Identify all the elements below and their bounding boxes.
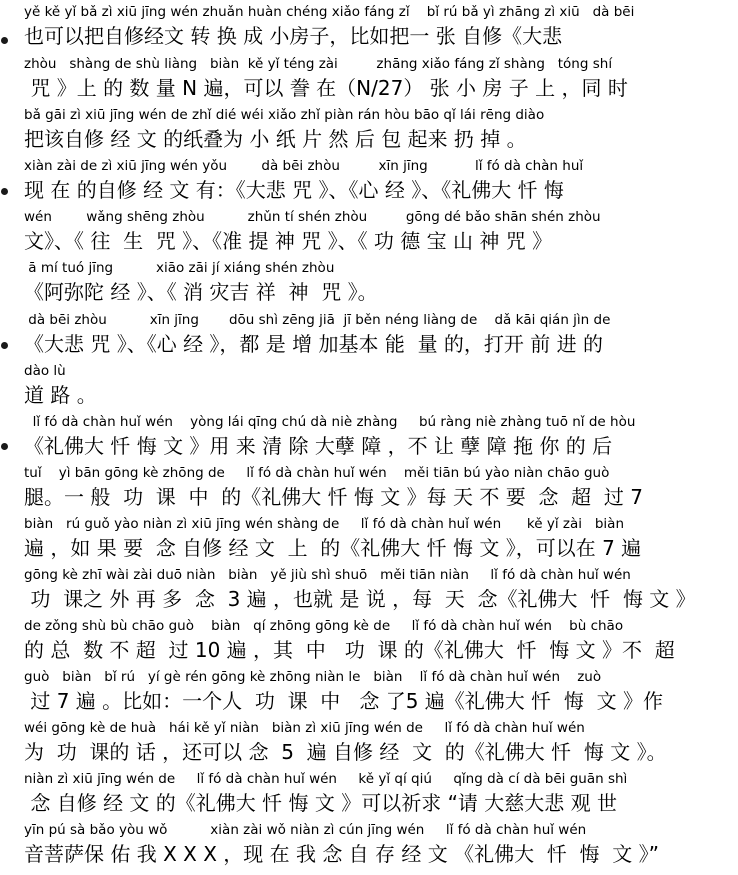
hanzi-line: 过 7 遍 。比如：一个人 功 课 中 念 了5 遍《礼佛大 忏 悔 文 》作 [24,689,663,713]
pinyin-line: biàn rú guǒ yào niàn zì xiū jīng wén shàng de lǐ fó dà chàn huǐ wén kě yǐ zài biàn [24,516,625,532]
pinyin-line: yě kě yǐ bǎ zì xiū jīng wén zhuǎn huàn chéng xiǎo fáng zǐ bǐ rú bǎ yì zhāng zì xiū dà bēi [24,4,635,20]
hanzi-line: 音菩萨保 佑 我 X X X ，现 在 我 念 自 存 经 文 《礼佛大 忏 悔 文 》” [24,842,659,866]
pinyin-line: niàn zì xiū jīng wén de lǐ fó dà chàn huǐ wén kě yǐ qí qiú qǐng dà cí dà bēi guān shì [24,771,628,787]
hanzi-line: 文》、《 往 生 咒 》、《准 提 神 咒 》、《 功 德 宝 山 神 咒 》 [24,229,553,253]
hanzi-line: 咒 》上 的 数 量 N 遍，可以 誊 在（N/27） 张 小 房 子 上 ，同 时 [24,76,628,100]
hanzi-line: 遍 ，如 果 要 念 自修 经 文 上 的《礼佛大 忏 悔 文 》，可以在 7 遍 [24,536,642,560]
hanzi-line: 现 在 的自修 经 文 有：《大悲 咒 》、《心 经 》、《礼佛大 忏 悔 [24,178,564,202]
pinyin-line: dào lù [24,363,66,379]
pinyin-line: ā mí tuó jīng xiāo zāi jí xiáng shén zhòu [24,260,335,276]
bullet-marker [1,342,8,349]
hanzi-line: 功 课之 外 再 多 念 3 遍 ，也就 是 说 ，每 天 念《礼佛大 忏 悔 文 》 [24,587,696,611]
pinyin-line: tuǐ yì bān gōng kè zhōng de lǐ fó dà chàn huǐ wén měi tiān bú yào niàn chāo guò [24,465,610,481]
hanzi-line: 念 自修 经 文 的《礼佛大 忏 悔 文 》可以祈求 “请 大慈大悲 观 世 [24,791,618,815]
hanzi-line: 也可以把自修经文 转 换 成 小房子，比如把一 张 自修《大悲 [24,24,563,48]
hanzi-line: 《礼佛大 忏 悔 文 》用 来 清 除 大孽 障 ，不 让 孽 障 拖 你 的 后 [24,434,613,458]
hanzi-line: 《大悲 咒 》、《心 经 》，都 是 增 加基本 能 量 的，打开 前 进 的 [24,332,604,356]
pinyin-line: bǎ gāi zì xiū jīng wén de zhǐ dié wéi xiǎo zhǐ piàn rán hòu bāo qǐ lái rēng diào [24,107,545,123]
pinyin-line: lǐ fó dà chàn huǐ wén yòng lái qīng chú dà niè zhàng bú ràng niè zhàng tuō nǐ de hòu [24,414,636,430]
hanzi-line: 《阿弥陀 经 》、《 消 灾吉 祥 神 咒 》。 [24,280,378,304]
pinyin-line: wén wǎng shēng zhòu zhǔn tí shén zhòu gōng dé bǎo shān shén zhòu [24,209,601,225]
pinyin-line: xiàn zài de zì xiū jīng wén yǒu dà bēi zhòu xīn jīng lǐ fó dà chàn huǐ [24,158,584,174]
hanzi-line: 道 路 。 [24,383,97,407]
hanzi-line: 为 功 课的 话 ，还可以 念 5 遍 自修 经 文 的《礼佛大 忏 悔 文 》。 [24,740,667,764]
hanzi-line: 把该自修 经 文 的纸叠为 小 纸 片 然 后 包 起来 扔 掉 。 [24,127,527,151]
pinyin-line: yīn pú sà bǎo yòu wǒ xiàn zài wǒ niàn zì cún jīng wén lǐ fó dà chàn huǐ wén [24,822,587,838]
pinyin-line: dà bēi zhòu xīn jīng dōu shì zēng jiā jī běn néng liàng de dǎ kāi qián jìn de [24,312,611,328]
bullet-marker [1,443,8,450]
pinyin-line: zhòu shàng de shù liàng biàn kě yǐ téng zài zhāng xiǎo fáng zǐ shàng tóng shí [24,56,613,72]
pinyin-line: de zǒng shù bù chāo guò biàn qí zhōng gōng kè de lǐ fó dà chàn huǐ wén bù chāo [24,618,624,634]
hanzi-line: 腿。一 般 功 课 中 的《礼佛大 忏 悔 文 》每 天 不 要 念 超 过 7 [24,485,643,509]
hanzi-line: 的 总 数 不 超 过 10 遍 ，其 中 功 课 的《礼佛大 忏 悔 文 》不 超 [24,638,675,662]
pinyin-line: guò biàn bǐ rú yí gè rén gōng kè zhōng niàn le biàn lǐ fó dà chàn huǐ wén zuò [24,669,602,685]
bullet-marker [1,188,8,195]
bullet-marker [1,37,8,44]
pinyin-line: gōng kè zhī wài zài duō niàn biàn yě jiù shì shuō měi tiān niàn lǐ fó dà chàn huǐ wén [24,567,631,583]
pinyin-line: wéi gōng kè de huà hái kě yǐ niàn biàn zì xiū jīng wén de lǐ fó dà chàn huǐ wén [24,720,585,736]
